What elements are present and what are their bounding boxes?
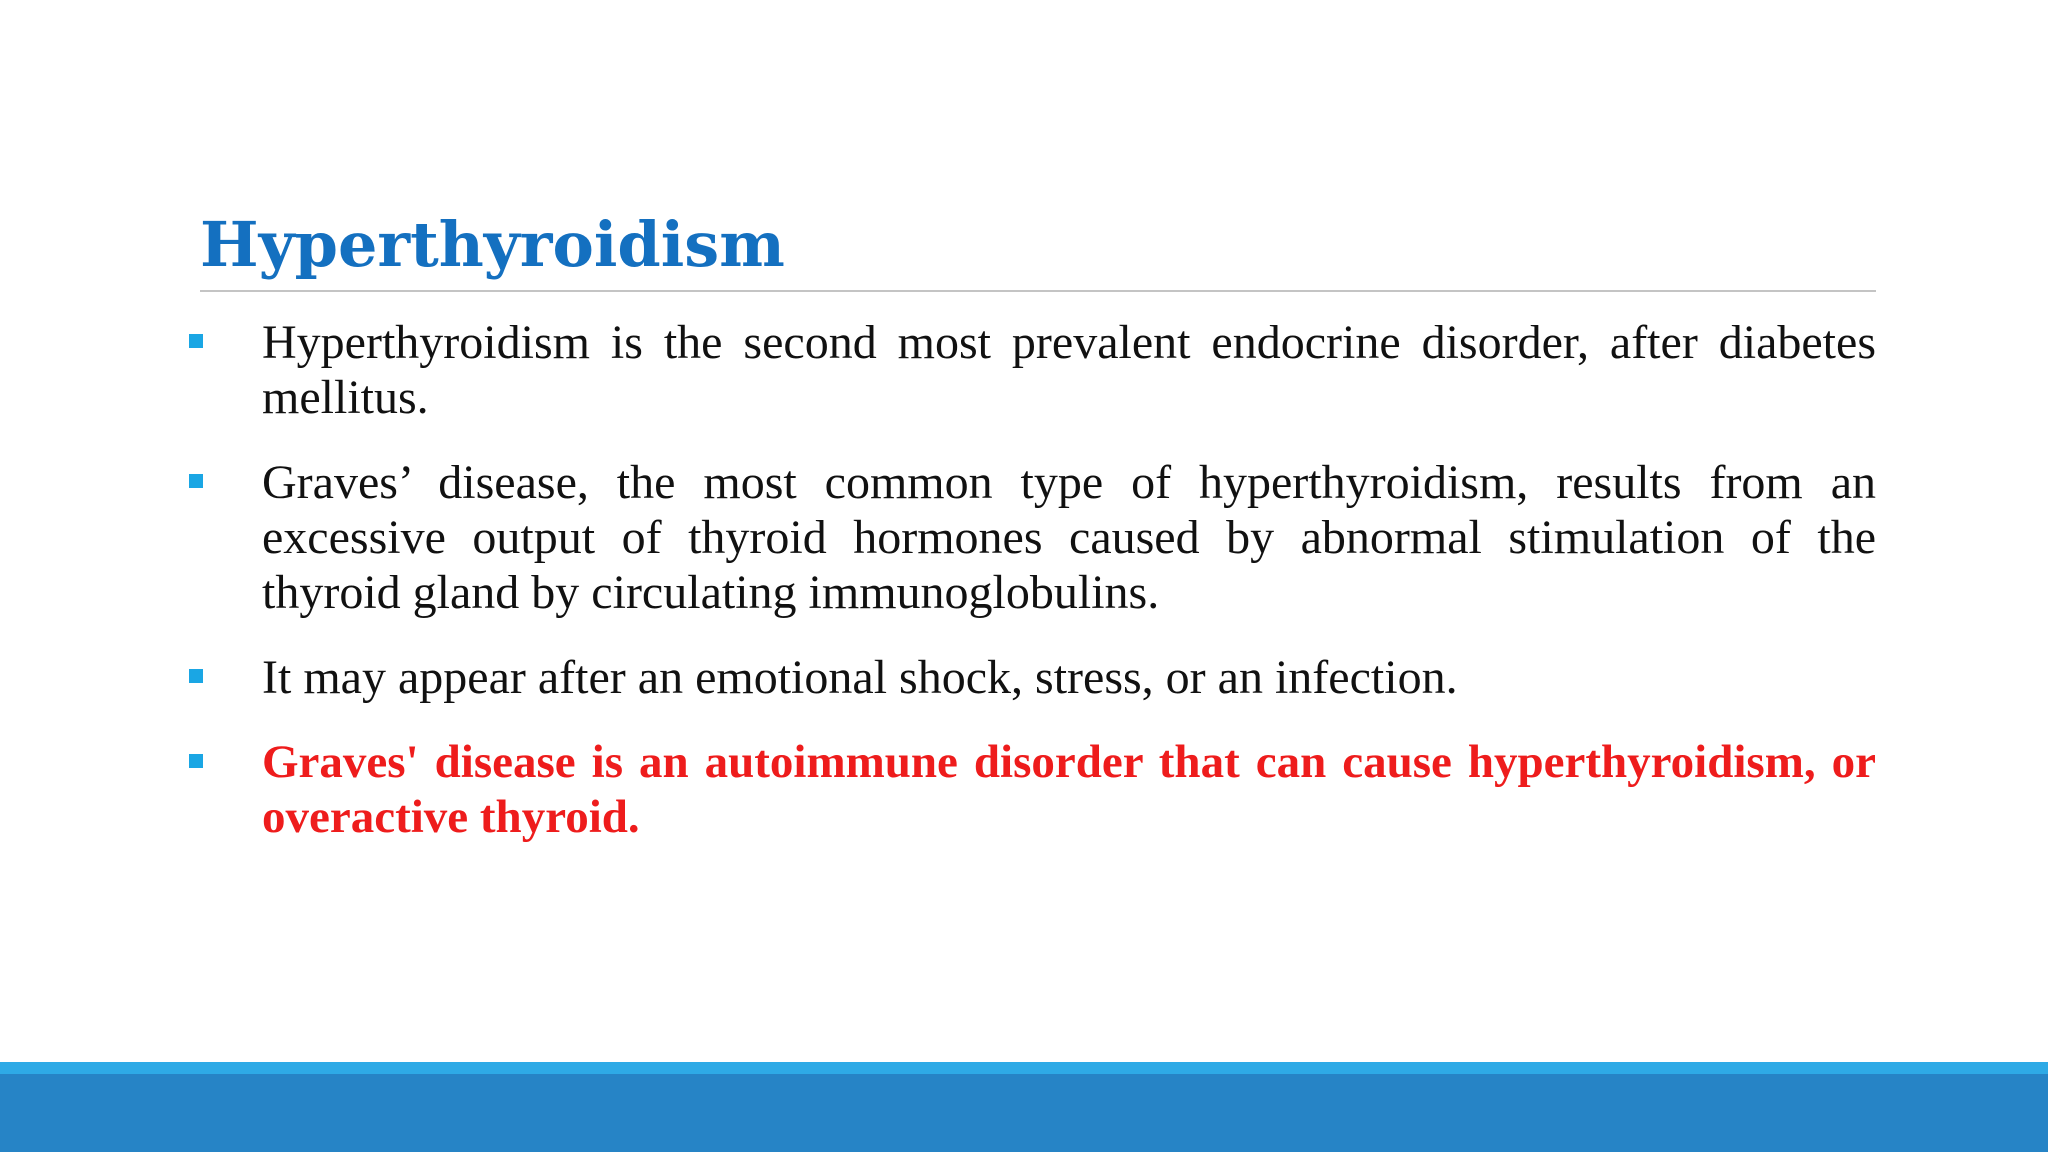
bullet-text-emphasis: Graves' disease is an autoimmune disorder that can cause hyperthyroidism, or overactive thyroid. [262, 736, 1876, 843]
slide-title: Hyperthyroidism [200, 208, 785, 281]
square-bullet-icon [189, 754, 203, 768]
bullet-list [186, 315, 1876, 875]
square-bullet-icon [189, 669, 203, 683]
bullet-item-autoimmune [186, 735, 1876, 845]
square-bullet-icon [189, 474, 203, 488]
bullet-text: It may appear after an emotional shock, stress, or an infection. [262, 651, 1458, 704]
bullet-text: Hyperthyroidism is the second most prevalent endocrine disorder, after diabetes mellitus. [262, 316, 1876, 424]
bullet-item-triggers [186, 650, 1876, 705]
square-bullet-icon [189, 334, 203, 348]
title-divider [200, 290, 1876, 292]
footer-accent-stripe [0, 1062, 2048, 1074]
footer-bar [0, 1074, 2048, 1152]
bullet-text: Graves’ disease, the most common type of hyperthyroidism, results from an excessive output of thyroid hormones caused by abnormal stimulation of the thyroid gland by circulating immunoglobulins. [262, 456, 1876, 619]
bullet-item-prevalence [186, 315, 1876, 425]
bullet-item-graves-cause [186, 455, 1876, 620]
